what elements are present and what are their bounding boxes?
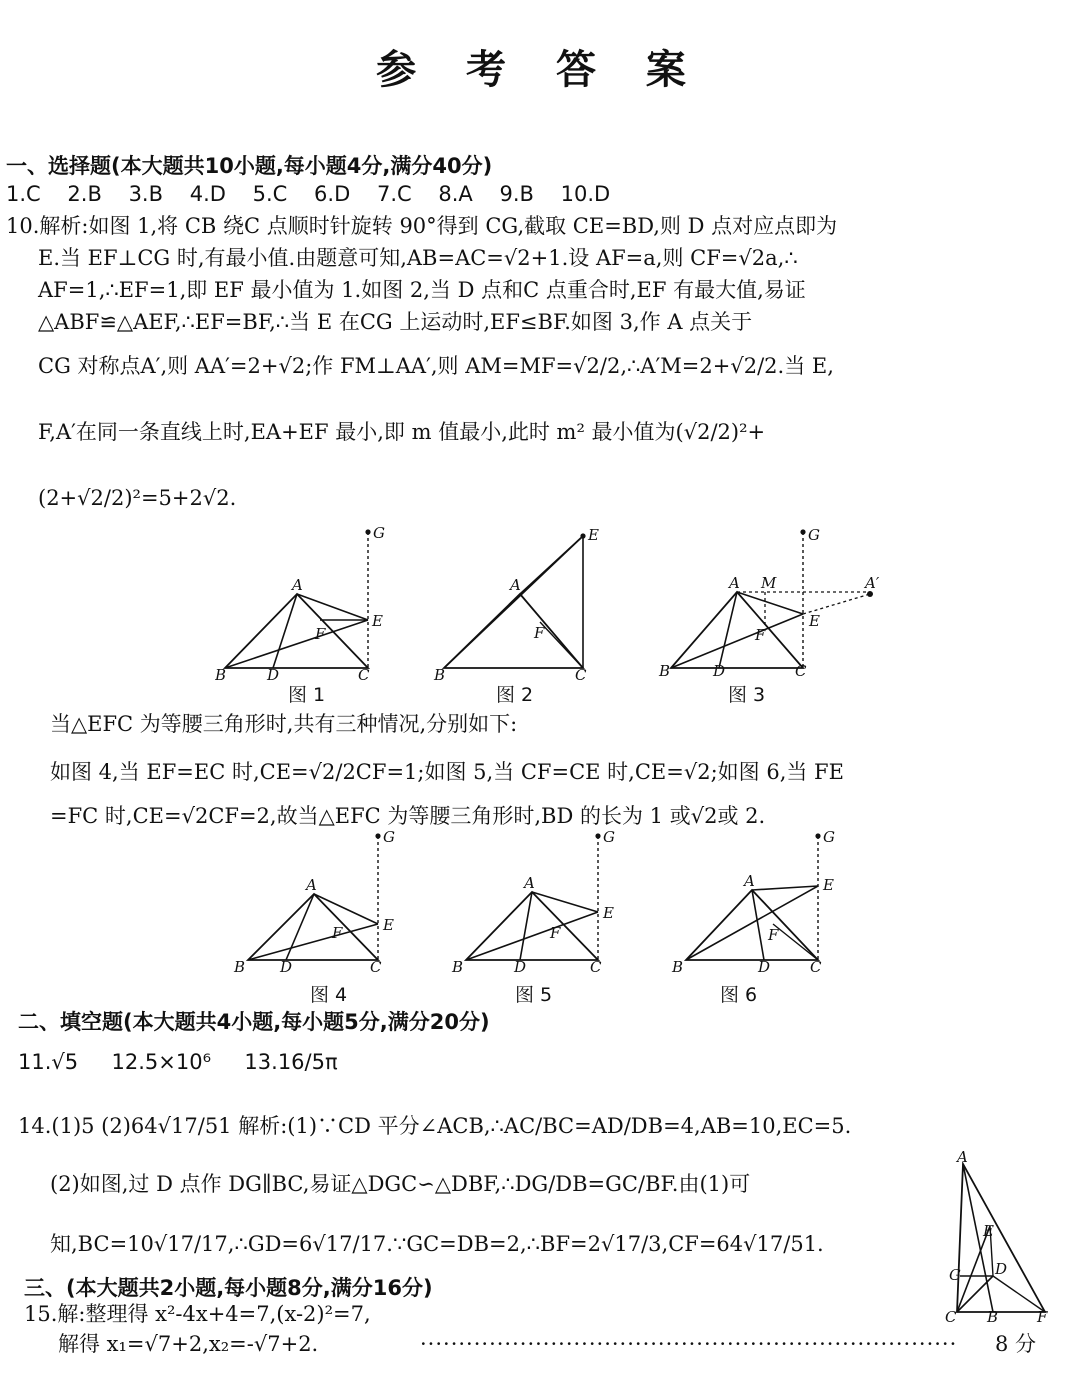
svg-text:A: A: [510, 576, 521, 594]
svg-text:A: A: [524, 874, 535, 892]
svg-text:B: B: [452, 958, 464, 976]
q15-line-2: 解得 x₁=√7+2,x₂=-√7+2.: [58, 1332, 319, 1356]
svg-text:C: C: [795, 662, 807, 680]
svg-text:C: C: [590, 958, 602, 976]
svg-text:B: B: [987, 1308, 999, 1326]
svg-text:E: E: [983, 1222, 994, 1240]
q14-line-2: (2)如图,过 D 点作 DG∥BC,易证△DGC∽△DBF,∴DG/DB=GC/BF.由(1)可: [50, 1172, 751, 1196]
fill-answers: [18, 1050, 338, 1074]
svg-text:E: E: [383, 916, 394, 934]
answer-7: 7.C: [376, 182, 412, 206]
svg-text:F: F: [1037, 1308, 1048, 1326]
svg-text:E: E: [603, 904, 614, 922]
svg-text:F: F: [550, 924, 561, 942]
page-title: 参 考 答 案: [376, 47, 704, 93]
figure-1: [215, 522, 395, 686]
figure-4-caption: 图 4: [310, 984, 348, 1006]
figure-q14: [935, 1150, 1055, 1334]
svg-text:G: G: [949, 1266, 961, 1284]
svg-text:A: A: [744, 872, 755, 890]
svg-text:D: D: [267, 666, 280, 682]
q15-line-1: 15.解:整理得 x²-4x+4=7,(x-2)²=7,: [24, 1302, 371, 1326]
answer-4: 4.D: [189, 182, 226, 206]
iso-line-1: 当△EFC 为等腰三角形时,共有三种情况,分别如下:: [50, 712, 518, 736]
answer-2: 2.B: [67, 182, 102, 206]
svg-text:F: F: [332, 924, 343, 942]
q10-line-6: F,A′在同一条直线上时,EA+EF 最小,即 m 值最小,此时 m² 最小值为(√2/2)²+: [38, 420, 766, 444]
svg-text:D: D: [995, 1260, 1008, 1278]
figure-1-caption: 图 1: [288, 684, 326, 706]
svg-text:C: C: [358, 666, 370, 682]
section1-heading: 一、选择题(本大题共10小题,每小题4分,满分40分): [6, 154, 493, 178]
choice-answers: [6, 182, 610, 206]
section2-heading: 二、填空题(本大题共4小题,每小题5分,满分20分): [18, 1010, 490, 1034]
svg-text:A: A: [957, 1150, 968, 1166]
figure-6: [668, 828, 848, 982]
q10-line-7: (2+√2/2)²=5+2√2.: [38, 486, 237, 510]
svg-text:F: F: [755, 626, 766, 644]
answer-5: 5.C: [252, 182, 288, 206]
answer-10: 10.D: [560, 182, 611, 206]
svg-text:A: A: [306, 876, 317, 894]
iso-line-3: =FC 时,CE=√2CF=2,故当△EFC 为等腰三角形时,BD 的长为 1 或√2或 2.: [50, 804, 766, 828]
q14-line-3: 知,BC=10√17/17,∴GD=6√17/17.∵GC=DB=2,∴BF=2√17/3,CF=64√17/51.: [50, 1232, 824, 1256]
svg-text:D: D: [713, 662, 726, 680]
svg-text:G: G: [603, 828, 615, 846]
answer-9: 9.B: [499, 182, 534, 206]
figure-6-caption: 图 6: [720, 984, 758, 1006]
q10-line-5: CG 对称点A′,则 AA′=2+√2;作 FM⊥AA′,则 AM=MF=√2/2,∴A′M=2+√2/2.当 E,: [38, 354, 834, 378]
figure-2: [430, 522, 610, 686]
answer-11: 11.√5: [18, 1050, 79, 1074]
svg-text:G: G: [373, 524, 385, 542]
answer-12: 12.5×10⁶: [111, 1050, 212, 1074]
svg-text:E: E: [823, 876, 834, 894]
section3-heading: 三、(本大题共2小题,每小题8分,满分16分): [24, 1276, 433, 1300]
svg-text:E: E: [372, 612, 383, 630]
svg-text:C: C: [810, 958, 822, 976]
svg-text:A: A: [292, 576, 303, 594]
figure-3: [655, 522, 905, 686]
figure-3-caption: 图 3: [728, 684, 766, 706]
svg-text:C: C: [370, 958, 382, 976]
figure-5-caption: 图 5: [515, 984, 553, 1006]
svg-text:F: F: [534, 624, 545, 642]
svg-text:A′: A′: [865, 574, 880, 592]
answer-6: 6.D: [314, 182, 351, 206]
answer-1: 1.C: [6, 182, 41, 206]
answer-8: 8.A: [438, 182, 473, 206]
figure-2-caption: 图 2: [496, 684, 534, 706]
svg-text:B: B: [659, 662, 671, 680]
svg-text:D: D: [514, 958, 527, 976]
svg-text:E: E: [809, 612, 820, 630]
svg-text:F: F: [315, 625, 326, 643]
svg-text:B: B: [215, 666, 227, 682]
q14-line-1: 14.(1)5 (2)64√17/51 解析:(1)∵CD 平分∠ACB,∴AC/BC=AD/DB=4,AB=10,EC=5.: [18, 1114, 852, 1138]
q10-line-1: 10.解析:如图 1,将 CB 绕C 点顺时针旋转 90°得到 CG,截取 CE=BD,则 D 点对应点即为: [6, 214, 838, 238]
answer-3: 3.B: [128, 182, 164, 206]
iso-line-2: 如图 4,当 EF=EC 时,CE=√2/2CF=1;如图 5,当 CF=CE 时,CE=√2;如图 6,当 FE: [50, 760, 844, 784]
svg-text:A: A: [729, 574, 740, 592]
svg-text:B: B: [672, 958, 684, 976]
q10-line-4: △ABF≌△AEF,∴EF=BF,∴当 E 在CG 上运动时,EF≤BF.如图 3,作 A 点关于: [38, 310, 753, 334]
svg-text:D: D: [280, 958, 293, 976]
q10-line-2: E.当 EF⊥CG 时,有最小值.由题意可知,AB=AC=√2+1.设 AF=a,则 CF=√2a,∴: [38, 246, 798, 270]
svg-text:E: E: [588, 526, 599, 544]
svg-text:G: G: [823, 828, 835, 846]
svg-text:M: M: [761, 574, 777, 592]
svg-text:B: B: [234, 958, 246, 976]
svg-text:F: F: [768, 926, 779, 944]
svg-text:B: B: [434, 666, 446, 682]
q10-line-3: AF=1,∴EF=1,即 EF 最小值为 1.如图 2,当 D 点和C 点重合时,EF 有最大值,易证: [38, 278, 806, 302]
q15-score: 8 分: [995, 1332, 1037, 1356]
svg-text:G: G: [383, 828, 395, 846]
figure-4: [228, 828, 408, 982]
svg-text:D: D: [758, 958, 771, 976]
svg-text:G: G: [808, 526, 820, 544]
svg-text:C: C: [575, 666, 587, 682]
figure-5: [448, 828, 628, 982]
answer-13: 13.16/5π: [244, 1050, 338, 1074]
q15-dot-leader: ······································································: [420, 1332, 958, 1356]
svg-text:C: C: [945, 1308, 957, 1326]
